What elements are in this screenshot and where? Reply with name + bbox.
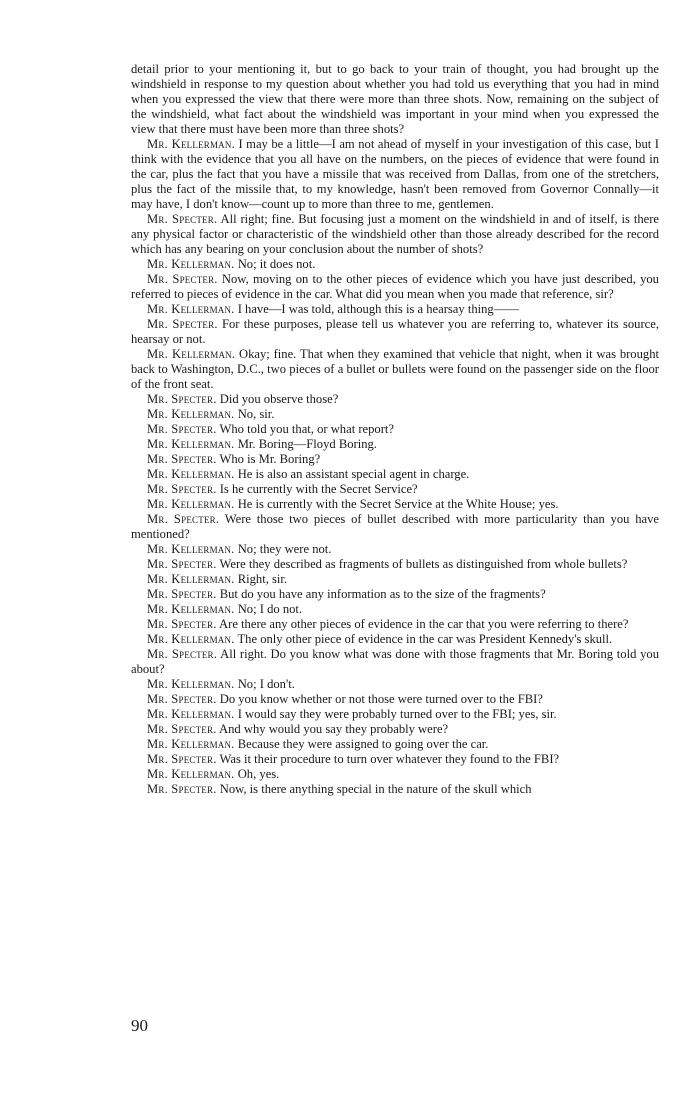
testimony-text: I may be a little—I am not ahead of myself in your investigation of this case, but I think with the evidence that you all have on the numbers, on the pieces of evidence that were found in the car, plus the fact that you have a missile that was received from Dallas, from one of the stretchers, plus the fact of the missile that, to my knowledge, hasn't been removed from Governor Connally—it may have, I don't know—count up to more than three to me, gentlemen.: [131, 137, 659, 211]
testimony-paragraph: [131, 257, 659, 272]
speaker-label: Mr. Specter.: [147, 272, 218, 286]
speaker-label: Mr. Kellerman.: [147, 347, 236, 361]
testimony-paragraph: [131, 557, 659, 572]
testimony-text: Okay; fine. That when they examined that vehicle that night, when it was brought back to Washington, D.C., two pieces of a bullet or bullets were found on the passenger side on the floor of the front seat.: [131, 347, 659, 391]
testimony-text: All right; fine. But focusing just a moment on the windshield in and of itself, is there any physical factor or characteristic of the windshield other than those already described for the record which has any bearing on your conclusion about the number of shots?: [131, 212, 659, 256]
testimony-text: I have—I was told, although this is a hearsay thing——: [237, 302, 519, 316]
speaker-label: Mr. Kellerman.: [147, 707, 235, 721]
testimony-text: Oh, yes.: [237, 767, 280, 781]
speaker-label: Mr. Specter.: [147, 557, 217, 571]
testimony-text: No; it does not.: [237, 257, 316, 271]
testimony-text: I would say they were probably turned over to the FBI; yes, sir.: [237, 707, 557, 721]
speaker-label: Mr. Kellerman.: [147, 137, 235, 151]
speaker-label: Mr. Kellerman.: [147, 302, 235, 316]
testimony-paragraph: [131, 467, 659, 482]
speaker-label: Mr. Kellerman.: [147, 497, 235, 511]
testimony-text: Because they were assigned to going over the car.: [237, 737, 489, 751]
speaker-label: Mr. Kellerman.: [147, 542, 235, 556]
testimony-paragraph: [131, 752, 659, 767]
page-number: 90: [131, 1016, 148, 1035]
speaker-label: Mr. Specter.: [147, 482, 217, 496]
testimony-paragraph: [131, 737, 659, 752]
testimony-text: Right, sir.: [237, 572, 288, 586]
speaker-label: Mr. Kellerman.: [147, 632, 235, 646]
speaker-label: Mr. Kellerman.: [147, 257, 235, 271]
testimony-text: Did you observe those?: [219, 392, 339, 406]
testimony-text: No; I do not.: [237, 602, 303, 616]
testimony-text: Do you know whether or not those were turned over to the FBI?: [219, 692, 543, 706]
testimony-paragraph: [131, 302, 659, 317]
testimony-paragraph: [131, 587, 659, 602]
testimony-text: He is currently with the Secret Service at the White House; yes.: [237, 497, 559, 511]
testimony-paragraph: [131, 767, 659, 782]
speaker-label: Mr. Kellerman.: [147, 407, 235, 421]
testimony-paragraph: [131, 677, 659, 692]
testimony-paragraph: [131, 602, 659, 617]
testimony-paragraph: [131, 497, 659, 512]
speaker-label: Mr. Specter.: [147, 722, 217, 736]
opening-paragraph: detail prior to your mentioning it, but to go back to your train of thought, you had brought up the windshield in response to my question about whether you had told us everything that you had in mind when you expressed the view that there were more than three shots. Now, remaining on the subject of the windshield, what fact about the windshield was important in your mind when you expressed the view that there must have been more than three shots?: [131, 62, 659, 136]
testimony-paragraph: [131, 707, 659, 722]
testimony-paragraph: [131, 512, 659, 542]
speaker-label: Mr. Specter.: [147, 587, 217, 601]
testimony-paragraph: [131, 437, 659, 452]
speaker-label: Mr. Kellerman.: [147, 572, 235, 586]
speaker-label: Mr. Specter.: [147, 392, 217, 406]
testimony-paragraph: [131, 452, 659, 467]
testimony-paragraph: [131, 392, 659, 407]
testimony-paragraph: [131, 542, 659, 557]
speaker-label: Mr. Kellerman.: [147, 602, 235, 616]
testimony-text: Is he currently with the Secret Service?: [219, 482, 418, 496]
speaker-label: Mr. Specter.: [147, 752, 217, 766]
testimony-text: The only other piece of evidence in the car was President Kennedy's skull.: [237, 632, 613, 646]
testimony-paragraph: [131, 407, 659, 422]
testimony-text: No; they were not.: [237, 542, 332, 556]
testimony-paragraph: [131, 692, 659, 707]
testimony-text: No; I don't.: [237, 677, 295, 691]
testimony-text: All right. Do you know what was done with those fragments that Mr. Boring told you about?: [131, 647, 659, 676]
testimony-text: But do you have any information as to the size of the fragments?: [219, 587, 546, 601]
testimony-paragraph: [131, 482, 659, 497]
speaker-label: Mr. Specter.: [147, 452, 217, 466]
speaker-label: Mr. Specter.: [147, 782, 217, 796]
speaker-label: Mr. Specter.: [147, 617, 217, 631]
testimony-paragraph: [131, 212, 659, 257]
testimony-paragraph: [131, 272, 659, 302]
testimony-paragraph: [131, 647, 659, 677]
testimony-paragraph: [131, 632, 659, 647]
testimony-text: Was it their procedure to turn over whatever they found to the FBI?: [219, 752, 560, 766]
testimony-paragraph: [131, 347, 659, 392]
testimony-paragraph: [131, 137, 659, 212]
testimony-text: Now, is there anything special in the nature of the skull which: [219, 782, 532, 796]
testimony-text: Were those two pieces of bullet described with more particularity than you have mentioned?: [131, 512, 659, 541]
testimony-text: Who is Mr. Boring?: [219, 452, 321, 466]
testimony-text: Mr. Boring—Floyd Boring.: [237, 437, 377, 451]
testimony-text: For these purposes, please tell us whatever you are referring to, whatever its source, hearsay or not.: [131, 317, 659, 346]
testimony-text: And why would you say they probably were?: [219, 722, 449, 736]
testimony-paragraph: [131, 617, 659, 632]
testimony-text: He is also an assistant special agent in charge.: [237, 467, 470, 481]
speaker-label: Mr. Kellerman.: [147, 677, 235, 691]
speaker-label: Mr. Kellerman.: [147, 737, 235, 751]
testimony-paragraph: [131, 317, 659, 347]
speaker-label: Mr. Specter.: [147, 317, 218, 331]
testimony-text: Are there any other pieces of evidence in the car that you were referring to there?: [219, 617, 629, 631]
testimony-text: No, sir.: [237, 407, 275, 421]
testimony-paragraph: [131, 722, 659, 737]
testimony-text: Were they described as fragments of bullets as distinguished from whole bullets?: [219, 557, 628, 571]
speaker-label: Mr. Specter.: [147, 692, 217, 706]
testimony-text: Who told you that, or what report?: [219, 422, 395, 436]
speaker-label: Mr. Specter.: [147, 512, 220, 526]
transcript-body: [131, 62, 659, 797]
testimony-paragraph: [131, 422, 659, 437]
speaker-label: Mr. Specter.: [147, 422, 217, 436]
testimony-paragraph: [131, 572, 659, 587]
testimony-text: Now, moving on to the other pieces of evidence which you have just described, you referred to pieces of evidence in the car. What did you mean when you made that reference, sir?: [131, 272, 659, 301]
speaker-label: Mr. Specter.: [147, 647, 218, 661]
testimony-paragraph: [131, 782, 659, 797]
speaker-label: Mr. Kellerman.: [147, 467, 235, 481]
speaker-label: Mr. Specter.: [147, 212, 218, 226]
speaker-label: Mr. Kellerman.: [147, 767, 235, 781]
speaker-label: Mr. Kellerman.: [147, 437, 235, 451]
